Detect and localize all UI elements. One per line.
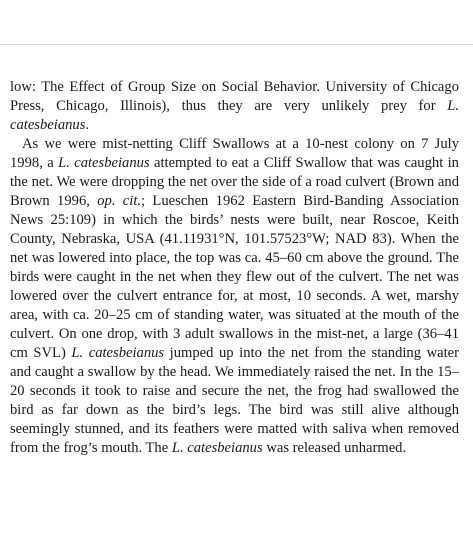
paragraph-text: low: The Effect of Group Size on Social Behavior. University of Chicago Press, Chicago, Illinois), thus they are very unlikely prey for — [10, 79, 459, 114]
species-name: L. catesbeianus — [10, 98, 459, 133]
paragraph-text: attempted to eat a Cliff Swallow that was caught in the net. We were dropping the net over the side of a road culvert (Brown and Brown 1996, — [10, 155, 459, 209]
species-name: L. catesbeianus — [71, 345, 165, 361]
paragraph-text: ; Lueschen 1962 Eastern Bird-Banding Association News 25:109) in which the birds’ nests were built, near Roscoe, Keith County, Nebraska, USA (41.11931°N, 101.57523°W; NAD 83). When the net was lowered into place, the top was ca. 45–60 cm above the ground. The birds were caught in the net when they flew out of the culvert. The net was lowered over the culvert entrance for, at most, 10 seconds. A wet, marshy area, with ca. 20–25 cm of standing water, was situated at the mouth of the culvert. On one drop, with 3 adult swallows in the mist-net, a large (36–41 cm SVL) — [10, 193, 459, 361]
paragraph-observation — [10, 135, 459, 458]
paragraph-text: jumped up into the net from the standing water and caught a swallow by the head. We immediately raised the net. In the 15–20 seconds it took to raise and secure the net, the frog had swallowed the bird as far down as the bird’s legs. The bird was still alive although seemingly stunned, and its feathers were matted with saliva when removed from the frog’s mouth. The — [10, 345, 459, 456]
article-body — [10, 78, 459, 458]
paragraph-text: was released unharmed. — [262, 440, 407, 456]
paragraph-text: . — [85, 117, 90, 133]
paragraph-continuation — [10, 78, 459, 135]
paragraph-text: As we were mist-netting Cliff Swallows at a 10-nest colony on 7 July 1998, a — [10, 136, 459, 171]
species-name: L. catesbeianus — [58, 155, 150, 171]
species-name: L. catesbeianus — [171, 440, 263, 456]
citation-abbrev: op. cit. — [97, 193, 142, 209]
header-divider — [0, 44, 473, 45]
